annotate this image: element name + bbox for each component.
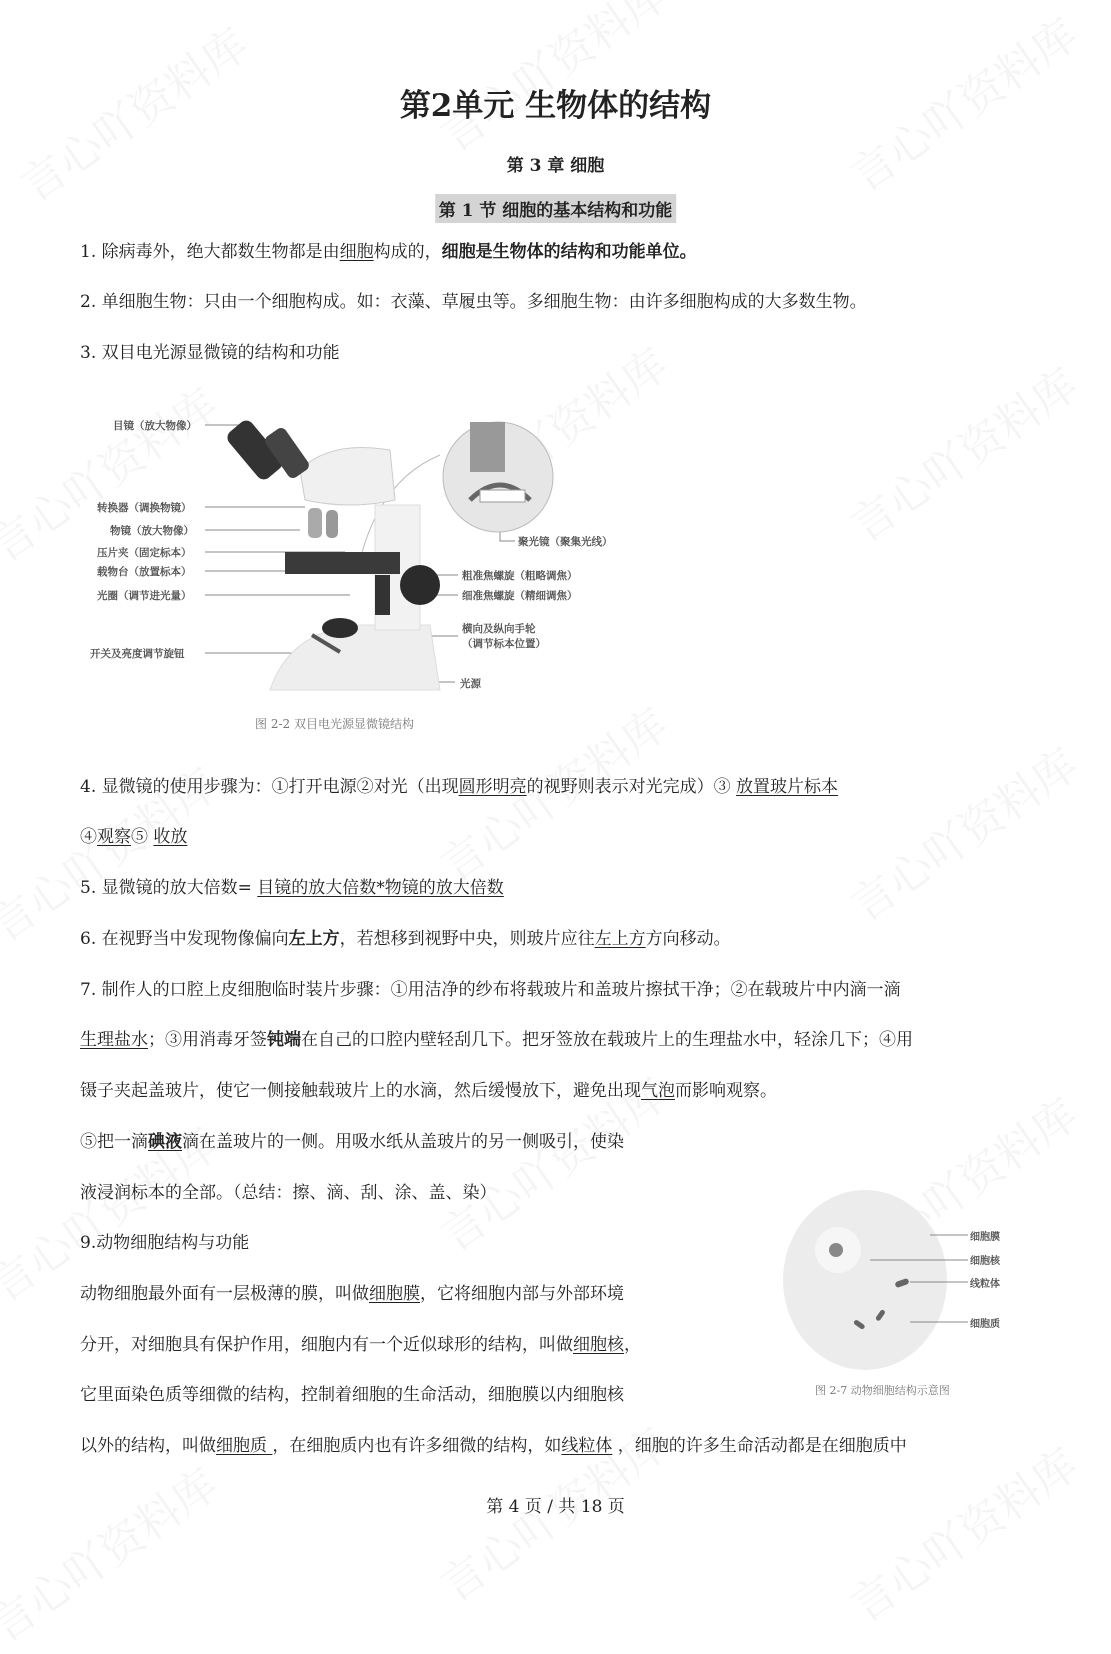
text-segment: 1. 除病毒外，绝大都数生物都是由 bbox=[80, 242, 340, 262]
text-segment: 的视野则表示对光完成）③ bbox=[526, 777, 737, 797]
label-stage-knob: 横向及纵向手轮 bbox=[462, 623, 536, 635]
label-stage: 载物台（放置标本） bbox=[97, 566, 192, 578]
text-segment: ，若想移到视野中央，则玻片应往 bbox=[339, 929, 595, 949]
page-footer: 第 4 页 / 共 18 页 bbox=[486, 1497, 625, 1517]
label-cytoplasm: 细胞质 bbox=[970, 1319, 1000, 1330]
text-segment: 液浸润标本的全部。（总结：擦、滴、刮、涂、盖、染） bbox=[80, 1183, 497, 1203]
answer-blank: 生理盐水 bbox=[80, 1030, 148, 1050]
label-eyepiece: 目镜（放大物像） bbox=[113, 420, 197, 432]
watermark-text bbox=[836, 1080, 1089, 1284]
text-segment: 分开，对细胞具有保护作用，细胞内有一个近似球形的结构，叫做 bbox=[80, 1335, 573, 1355]
text-line bbox=[80, 1333, 641, 1357]
label-diaphragm: 光圈（调节进光量） bbox=[97, 590, 192, 602]
answer-blank: 观察 bbox=[97, 827, 131, 847]
label-fine-focus: 细准焦螺旋（精细调焦） bbox=[462, 590, 578, 602]
text-segment: 构成的， bbox=[373, 242, 442, 262]
text-segment: 3. 双目电光源显微镜的结构和功能 bbox=[80, 343, 340, 363]
text-segment: 镊子夹起盖玻片，使它一侧接触载玻片上的水滴，然后缓慢放下，避免出现 bbox=[80, 1081, 641, 1101]
text-segment: 滴在盖玻片的一侧。用吸水纸从盖玻片的另一侧吸引，使染 bbox=[182, 1132, 624, 1152]
label-cell-membrane: 细胞膜 bbox=[970, 1232, 1000, 1243]
text-segment: 在自己的口腔内壁轻刮几下。把牙签放在载玻片上的生理盐水中，轻涂几下；④用 bbox=[301, 1030, 913, 1050]
text-segment: 4. 显微镜的使用步骤为：①打开电源②对光（出现 bbox=[80, 777, 459, 797]
text-line bbox=[80, 1434, 907, 1458]
text-segment: ⑤把一滴 bbox=[80, 1132, 148, 1152]
cell-caption: 图 2-7 动物细胞结构示意图 bbox=[815, 1384, 950, 1397]
text-line bbox=[80, 1181, 497, 1205]
section-heading: 第 1 节 细胞的基本结构和功能 bbox=[435, 194, 677, 223]
text-segment: ，在细胞质内也有许多细微的结构，如 bbox=[272, 1436, 562, 1456]
text-segment: ， bbox=[624, 1335, 641, 1355]
label-mitochondria: 线粒体 bbox=[970, 1279, 1000, 1290]
text-segment: 5. 显微镜的放大倍数= bbox=[80, 878, 258, 898]
text-line bbox=[80, 876, 504, 900]
text-segment: 钝端 bbox=[267, 1030, 301, 1050]
answer-blank: 收放 bbox=[153, 827, 188, 847]
answer-blank: 放置玻片标本 bbox=[736, 777, 839, 797]
label-stage-knob-note: （调节标本位置） bbox=[462, 638, 546, 650]
chapter-heading: 第 3 章 细胞 bbox=[506, 156, 605, 176]
label-condenser: 聚光镜（聚集光线） bbox=[518, 536, 613, 548]
answer-blank: 圆形明亮 bbox=[458, 777, 527, 797]
text-segment: 7. 制作人的口腔上皮细胞临时装片步骤：①用洁净的纱布将载玻片和盖玻片擦拭干净；②在载玻片中内滴一滴 bbox=[80, 980, 901, 1000]
text-segment: ，细胞的许多生命活动都是在细胞质中 bbox=[612, 1436, 907, 1456]
page-title: 第2单元 生物体的结构 bbox=[399, 88, 712, 124]
text-line bbox=[80, 1231, 249, 1255]
text-segment: ，它将细胞内部与外部环境 bbox=[420, 1284, 624, 1304]
text-segment: ⑤ bbox=[131, 827, 154, 847]
answer-blank: 目镜的放大倍数*物镜的放大倍数 bbox=[257, 878, 504, 898]
label-light-source: 光源 bbox=[460, 678, 481, 690]
text-segment: 左上方 bbox=[288, 929, 340, 949]
text-segment: 9.动物细胞结构与功能 bbox=[80, 1233, 250, 1253]
text-segment: 以外的结构，叫做 bbox=[80, 1436, 216, 1456]
text-segment: 细胞是生物体的结构和功能单位。 bbox=[441, 242, 697, 262]
text-line bbox=[80, 1130, 624, 1154]
text-segment: 2. 单细胞生物：只由一个细胞构成。如：衣藻、草履虫等。多细胞生物：由许多细胞构成的大多数生物。 bbox=[80, 292, 867, 312]
text-segment: 它里面染色质等细微的结构，控制着细胞的生命活动，细胞膜以内细胞核 bbox=[80, 1385, 624, 1405]
label-nucleus: 细胞核 bbox=[970, 1256, 1000, 1267]
answer-blank: 左上方 bbox=[594, 929, 646, 949]
watermark-text bbox=[836, 1430, 1089, 1634]
label-objective: 物镜（放大物像） bbox=[110, 525, 194, 537]
watermark-text bbox=[836, 730, 1089, 934]
text-segment: ④ bbox=[80, 827, 97, 847]
text-segment: 方向移动。 bbox=[645, 929, 731, 949]
label-switch: 开关及亮度调节旋钮 bbox=[90, 648, 185, 660]
watermark-text bbox=[0, 1450, 228, 1654]
label-nosepiece: 转换器（调换物镜） bbox=[97, 502, 192, 514]
answer-blank: 细胞膜 bbox=[369, 1284, 420, 1304]
text-line bbox=[80, 978, 901, 1002]
label-coarse-focus: 粗准焦螺旋（粗略调焦） bbox=[462, 570, 578, 582]
text-segment: 6. 在视野当中发现物像偏向 bbox=[80, 929, 289, 949]
answer-blank: 细胞核 bbox=[573, 1335, 624, 1355]
answer-blank: 线粒体 bbox=[561, 1436, 613, 1456]
text-line bbox=[80, 775, 838, 799]
text-line bbox=[80, 1383, 624, 1407]
answer-blank: 碘液 bbox=[148, 1132, 182, 1152]
text-segment: 而影响观察。 bbox=[675, 1081, 777, 1101]
microscope-caption: 图 2-2 双目电光源显微镜结构 bbox=[255, 717, 414, 731]
text-line bbox=[80, 1079, 777, 1103]
text-segment: 动物细胞最外面有一层极薄的膜，叫做 bbox=[80, 1284, 369, 1304]
text-segment: ；③用消毒牙签 bbox=[148, 1030, 267, 1050]
text-line bbox=[80, 927, 731, 951]
answer-blank: 细胞 bbox=[339, 242, 374, 262]
label-stage-clip: 压片夹（固定标本） bbox=[97, 547, 192, 559]
text-line bbox=[80, 825, 187, 849]
text-line bbox=[80, 1028, 913, 1052]
answer-blank: 气泡 bbox=[641, 1081, 675, 1101]
text-line bbox=[80, 1282, 624, 1306]
answer-blank: 细胞质 bbox=[216, 1436, 273, 1456]
